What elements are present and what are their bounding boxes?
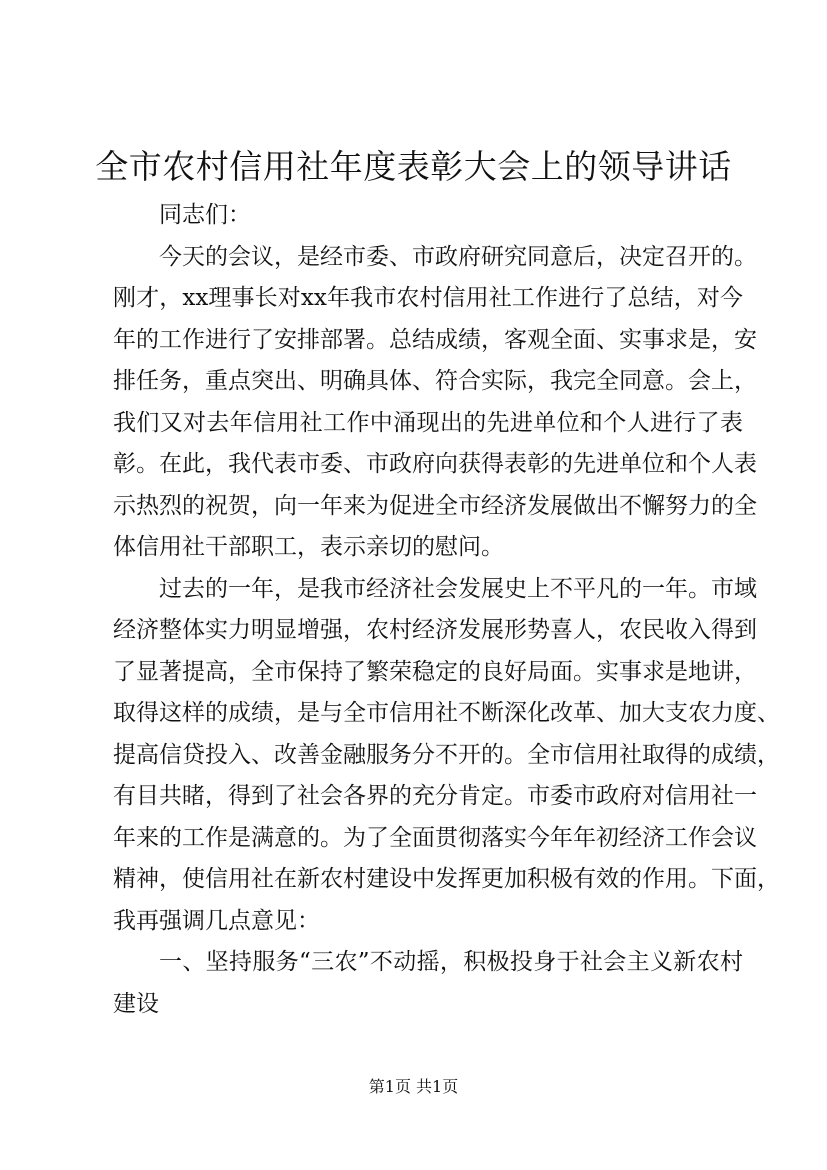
body-line: 示热烈的祝贺，向一年来为促进全市经济发展做出不懈努力的全 bbox=[113, 492, 757, 519]
body-line: 经济整体实力明显增强，农村经济发展形势喜人，农民收入得到 bbox=[113, 617, 757, 643]
body-line: 有目共睹，得到了社会各界的充分肯定。市委市政府对信用社一 bbox=[113, 783, 757, 809]
body-line: 了显著提高，全市保持了繁荣稳定的良好局面。实事求是地讲， bbox=[113, 658, 757, 685]
body-line: 提高信贷投入、改善金融服务分不开的。全市信用社取得的成绩， bbox=[113, 741, 780, 768]
body-line: 我们又对去年信用社工作中涌现出的先进单位和个人进行了表 bbox=[113, 409, 743, 436]
body-line: 排任务，重点突出、明确具体、符合实际，我完全同意。会上， bbox=[113, 368, 757, 394]
body-line: 同志们： bbox=[159, 202, 251, 228]
body-line: 今天的会议，是经市委、市政府研究同意后，决定召开的。 bbox=[159, 243, 757, 270]
document-title: 全市农村信用社年度表彰大会上的领导讲话 bbox=[95, 147, 732, 186]
body-line: 年的工作进行了安排部署。总结成绩，客观全面、实事求是，安 bbox=[113, 326, 757, 353]
body-line: 取得这样的成绩，是与全市信用社不断深化改革、加大支农力度、 bbox=[113, 700, 780, 726]
page-footer: 第1页 共1页 bbox=[368, 1077, 459, 1096]
body-line: 我再强调几点意见： bbox=[113, 907, 320, 934]
body-line: 年来的工作是满意的。为了全面贯彻落实今年年初经济工作会议 bbox=[113, 824, 757, 851]
body-line: 刚才，xx理事长对xx年我市农村信用社工作进行了总结，对今 bbox=[113, 285, 743, 311]
body-line: 建设 bbox=[113, 990, 159, 1017]
document-body bbox=[113, 195, 780, 1025]
body-line: 精神，使信用社在新农村建设中发挥更加积极有效的作用。下面， bbox=[113, 866, 780, 892]
body-line: 一、坚持服务“三农”不动摇，积极投身于社会主义新农村 bbox=[159, 949, 743, 975]
body-line: 过去的一年，是我市经济社会发展史上不平凡的一年。市域 bbox=[159, 575, 757, 602]
body-line: 彰。在此，我代表市委、市政府向获得表彰的先进单位和个人表 bbox=[113, 451, 757, 477]
body-line: 体信用社干部职工，表示亲切的慰问。 bbox=[113, 534, 504, 560]
